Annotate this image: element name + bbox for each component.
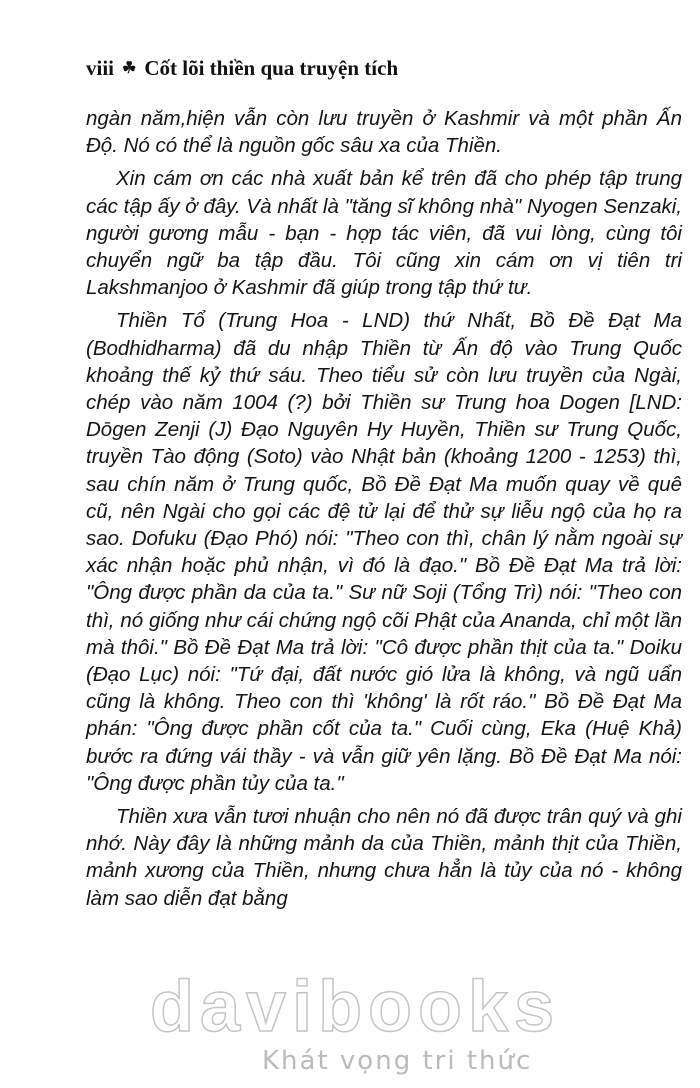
paragraph-1: ngàn năm,hiện vẫn còn lưu truyền ở Kashmir và một phần Ấn Độ. Nó có thể là nguồn gốc sâu xa của Thiền. [86, 107, 682, 158]
watermark-slogan: Khát vọng tri thức [262, 1046, 533, 1076]
page-number: viii [86, 56, 115, 80]
book-title: Cốt lõi thiền qua truyện tích [144, 56, 399, 80]
paragraph-4: Thiền xưa vẫn tươi nhuận cho nên nó đã được trân quý và ghi nhớ. Này đây là những mảnh da của Thiền, mảnh thịt của Thiền, mảnh xương của Thiền, nhưng chưa hẳn là tủy của nó - không làm sao diễn đạt bằng [86, 805, 682, 910]
watermark-brand: davibooks [150, 967, 561, 1047]
paragraph-3: Thiền Tổ (Trung Hoa - LND) thứ Nhất, Bồ Đề Đạt Ma (Bodhidharma) đã du nhập Thiền từ Ấn độ vào Trung Quốc khoảng thế kỷ thứ sáu. Theo tiểu sử còn lưu truyền của Ngài, chép vào năm 1004 (?) bởi Thiền sư Trung hoa Dogen [LND: Dōgen Zenji (J) Đạo Nguyên Hy Huyền, Thiền sư Trung Quốc, truyền Tào động (Soto) vào Nhật bản (khoảng 1200 - 1253) thì, sau chín năm ở Trung quốc, Bồ Đề Đạt Ma muốn quay về quê cũ, nên Ngài cho gọi các đệ tử lại để thử sự liễu ngộ của họ ra sao. Dofuku (Đạo Phó) nói: "Theo con thì, chân lý nằm ngoài sự xác nhận hoặc phủ nhận, vì đó là đạo." Bồ Đề Đạt Ma trả lời: "Ông được phần da của ta." Sư nữ Soji (Tổng Trì) nói: "Theo con thì, nó giống như cái chứng ngộ cõi Phật của Ananda, chỉ một lần mà thôi." Bồ Đề Đạt Ma trả lời: "Cô được phần thịt của ta." Doiku (Đạo Lục) nói: "Tứ đại, đất nước gió lửa là không, và ngũ uẩn cũng là không. Theo con thì 'không' là rốt ráo." Bồ Đề Đạt Ma phán: "Ông được phần cốt của ta." Cuối cùng, Eka (Huệ Khả) bước ra đứng vái thầy - và vẫn giữ yên lặng. Bồ Đề Đạt Ma nói: "Ông được phần tủy của ta." [86, 309, 682, 795]
clover-ornament-icon: ☘ [122, 59, 137, 77]
running-header [86, 56, 398, 81]
paragraph-2: Xin cám ơn các nhà xuất bản kể trên đã cho phép tập trung các tập ấy ở đây. Và nhất là "tăng sĩ không nhà" Nyogen Senzaki, người gương mẫu - bạn - hợp tác viên, đã vui lòng, cùng tôi chuyển ngữ ba tập đầu. Tôi cũng xin cám ơn vị tiên tri Lakshmanjoo ở Kashmir đã giúp trong tập thứ tư. [86, 167, 682, 300]
body-text [86, 105, 682, 918]
